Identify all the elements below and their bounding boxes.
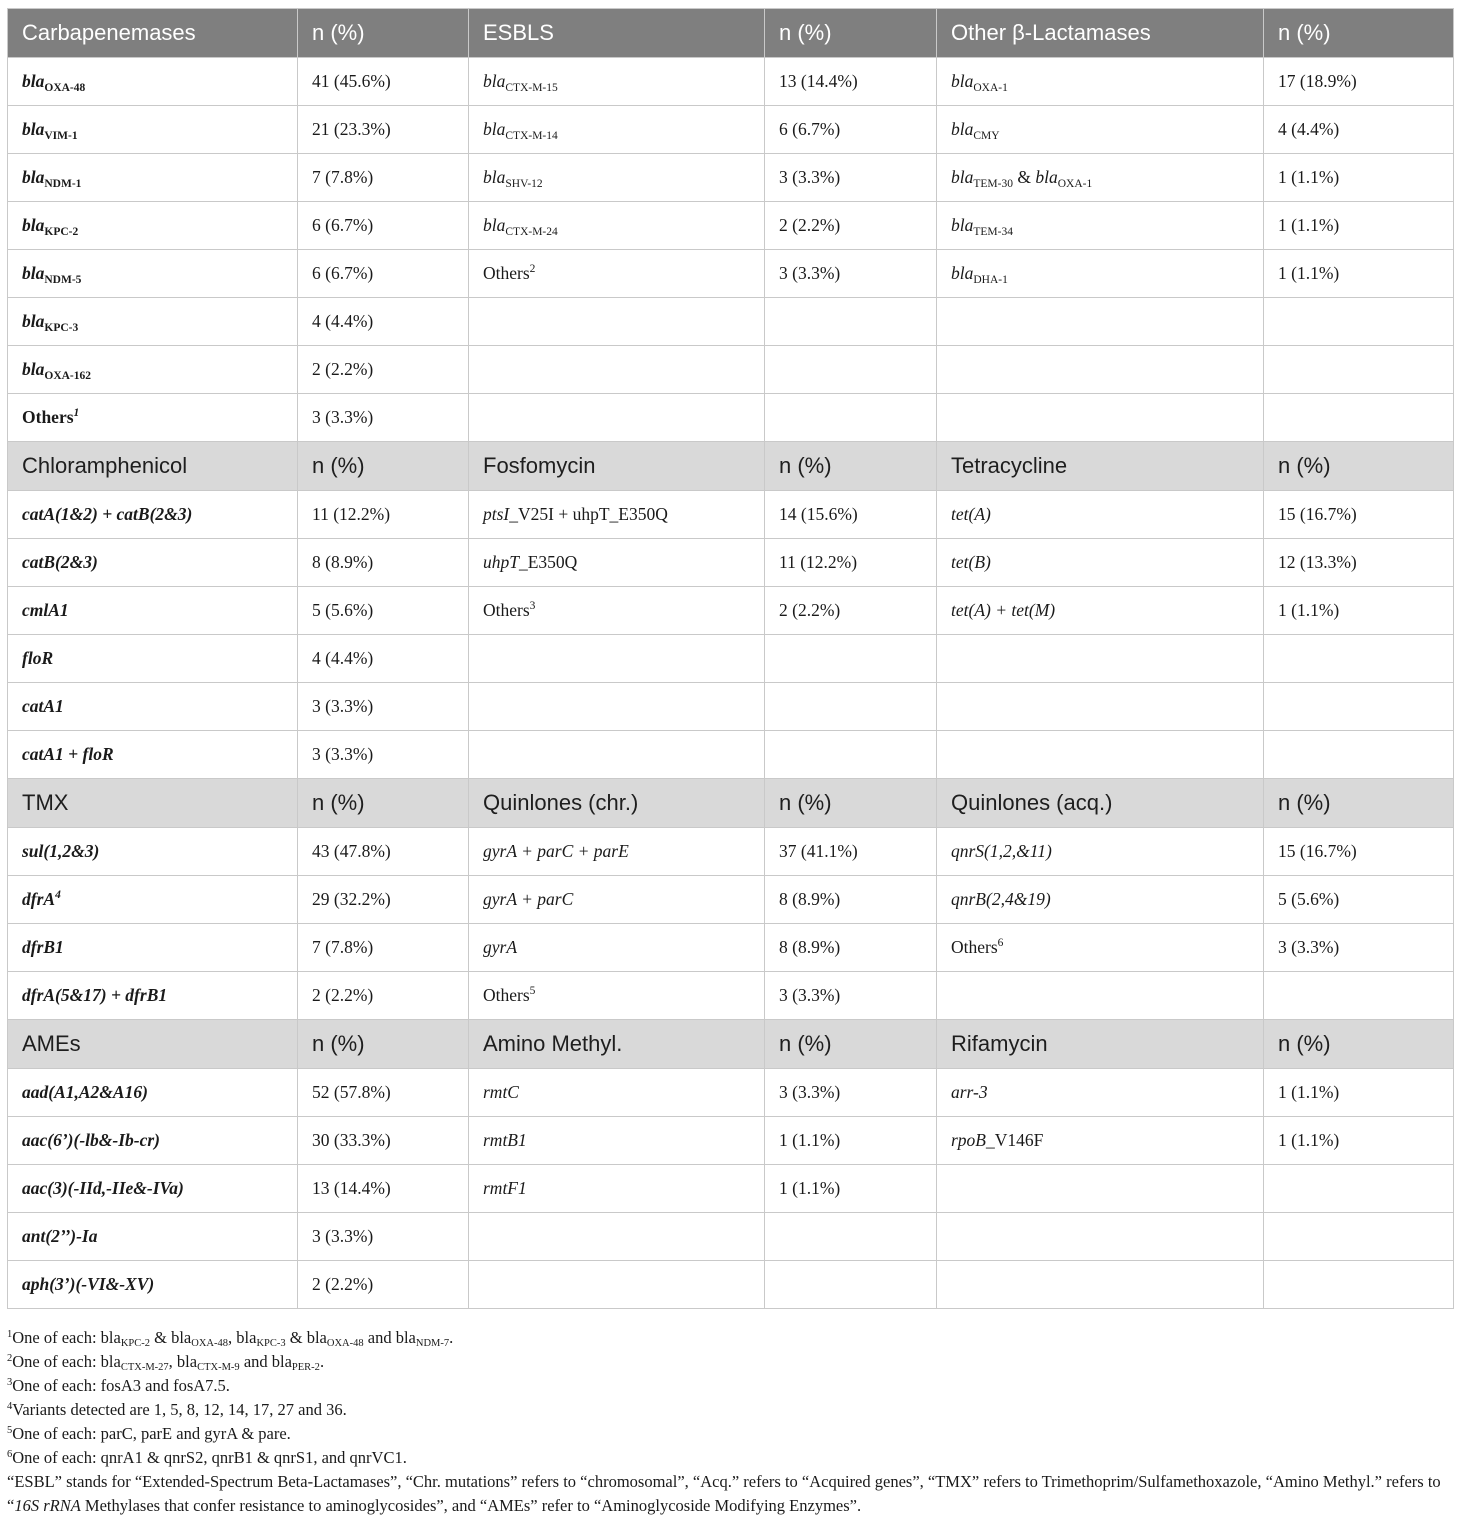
gene-cell: qnrB(2,4&19) (937, 876, 1264, 924)
footnote: $^4$Variants detected are 1, 5, 8, 12, 14, 17, 27 and 36. (7, 1400, 347, 1419)
count-cell (1264, 1261, 1454, 1309)
table-row (8, 154, 1454, 202)
gene-cell: catB(2&3) (8, 539, 298, 587)
gene-cell (937, 298, 1264, 346)
gene-cell (469, 394, 765, 442)
column-header: n (%) (1264, 442, 1454, 491)
gene-cell (469, 635, 765, 683)
count-cell (765, 346, 937, 394)
count-cell (1264, 683, 1454, 731)
gene-cell: bla$_{OXA-162}$ (8, 346, 298, 394)
count-cell: 12 (13.3%) (1264, 539, 1454, 587)
count-cell: 1 (1.1%) (765, 1117, 937, 1165)
count-cell: 4 (4.4%) (1264, 106, 1454, 154)
column-header: Rifamycin (937, 1020, 1264, 1069)
count-cell: 1 (1.1%) (1264, 1117, 1454, 1165)
column-header: Quinlones (acq.) (937, 779, 1264, 828)
count-cell: 6 (6.7%) (298, 202, 469, 250)
gene-cell: tet(A) + tet(M) (937, 587, 1264, 635)
table-row (8, 346, 1454, 394)
count-cell (1264, 1213, 1454, 1261)
column-header: n (%) (298, 9, 469, 58)
count-cell (765, 635, 937, 683)
gene-cell: gyrA (469, 924, 765, 972)
count-cell: 14 (15.6%) (765, 491, 937, 539)
count-cell: 5 (5.6%) (298, 587, 469, 635)
table-footnotes (7, 1326, 1453, 1518)
gene-cell: bla$_{CTX-M-14}$ (469, 106, 765, 154)
gene-cell: bla$_{NDM-5}$ (8, 250, 298, 298)
count-cell: 2 (2.2%) (298, 972, 469, 1020)
column-header: n (%) (298, 442, 469, 491)
column-header: Amino Methyl. (469, 1020, 765, 1069)
gene-cell: arr-3 (937, 1069, 1264, 1117)
count-cell: 43 (47.8%) (298, 828, 469, 876)
count-cell (765, 683, 937, 731)
gene-cell (469, 1261, 765, 1309)
gene-cell (469, 731, 765, 779)
gene-cell: Others$^5$ (469, 972, 765, 1020)
footnote: $^2$One of each: bla$_{CTX-M-27}$, bla$_{CTX-M-9}$ and bla$_{PER-2}$. (7, 1352, 325, 1373)
count-cell: 1 (1.1%) (1264, 202, 1454, 250)
count-cell (765, 394, 937, 442)
count-cell: 17 (18.9%) (1264, 58, 1454, 106)
count-cell: 13 (14.4%) (765, 58, 937, 106)
gene-cell: bla$_{NDM-1}$ (8, 154, 298, 202)
gene-cell: rpoB_V146F (937, 1117, 1264, 1165)
gene-cell: dfrB1 (8, 924, 298, 972)
count-cell (1264, 731, 1454, 779)
count-cell (765, 298, 937, 346)
count-cell: 8 (8.9%) (765, 876, 937, 924)
table-row (8, 972, 1454, 1020)
table-row (8, 876, 1454, 924)
column-header: Carbapenemases (8, 9, 298, 58)
column-header: Tetracycline (937, 442, 1264, 491)
count-cell: 1 (1.1%) (765, 1165, 937, 1213)
gene-cell (469, 346, 765, 394)
column-header: ESBLS (469, 9, 765, 58)
count-cell (1264, 394, 1454, 442)
count-cell: 4 (4.4%) (298, 635, 469, 683)
column-header: n (%) (298, 1020, 469, 1069)
gene-cell: bla$_{TEM-34}$ (937, 202, 1264, 250)
gene-cell: sul(1,2&3) (8, 828, 298, 876)
gene-cell: ptsI_V25I + uhpT_E350Q (469, 491, 765, 539)
gene-cell (469, 1213, 765, 1261)
footnote: $^3$One of each: fosA3 and fosA7.5. (7, 1376, 230, 1395)
gene-cell: bla$_{OXA-1}$ (937, 58, 1264, 106)
gene-cell: dfrA(5&17) + dfrB1 (8, 972, 298, 1020)
count-cell: 3 (3.3%) (298, 731, 469, 779)
footnote: $^6$One of each: qnrA1 & qnrS2, qnrB1 & qnrS1, and qnrVC1. (7, 1448, 407, 1467)
gene-cell: tet(B) (937, 539, 1264, 587)
table-row (8, 828, 1454, 876)
count-cell: 7 (7.8%) (298, 154, 469, 202)
count-cell: 15 (16.7%) (1264, 491, 1454, 539)
column-header: n (%) (1264, 9, 1454, 58)
column-header: Quinlones (chr.) (469, 779, 765, 828)
gene-cell (937, 346, 1264, 394)
gene-cell: catA1 + floR (8, 731, 298, 779)
count-cell: 3 (3.3%) (765, 972, 937, 1020)
count-cell: 6 (6.7%) (298, 250, 469, 298)
gene-cell: Others$^2$ (469, 250, 765, 298)
column-header: n (%) (765, 9, 937, 58)
gene-cell: dfrA$^4$ (8, 876, 298, 924)
count-cell: 1 (1.1%) (1264, 250, 1454, 298)
count-cell: 7 (7.8%) (298, 924, 469, 972)
count-cell: 1 (1.1%) (1264, 1069, 1454, 1117)
count-cell: 2 (2.2%) (765, 202, 937, 250)
gene-cell: Others$^3$ (469, 587, 765, 635)
gene-cell (937, 731, 1264, 779)
table-row (8, 924, 1454, 972)
count-cell: 11 (12.2%) (765, 539, 937, 587)
count-cell: 3 (3.3%) (765, 250, 937, 298)
gene-cell: gyrA + parC + parE (469, 828, 765, 876)
gene-cell (937, 635, 1264, 683)
count-cell: 15 (16.7%) (1264, 828, 1454, 876)
table-row (8, 635, 1454, 683)
gene-cell: Others$^6$ (937, 924, 1264, 972)
gene-cell: cmlA1 (8, 587, 298, 635)
gene-cell: rmtC (469, 1069, 765, 1117)
section-header-row (8, 1020, 1454, 1069)
count-cell (765, 731, 937, 779)
gene-cell: aph(3’)(-VI&-XV) (8, 1261, 298, 1309)
gene-cell (937, 1261, 1264, 1309)
column-header: Fosfomycin (469, 442, 765, 491)
gene-cell: bla$_{KPC-2}$ (8, 202, 298, 250)
table-row (8, 1069, 1454, 1117)
count-cell (1264, 298, 1454, 346)
gene-cell: aac(3)(-IId,-IIe&-IVa) (8, 1165, 298, 1213)
count-cell: 1 (1.1%) (1264, 154, 1454, 202)
gene-cell: floR (8, 635, 298, 683)
count-cell (1264, 635, 1454, 683)
table-row (8, 250, 1454, 298)
gene-cell: bla$_{CTX-M-24}$ (469, 202, 765, 250)
column-header: Chloramphenicol (8, 442, 298, 491)
column-header: n (%) (1264, 1020, 1454, 1069)
resistance-genes-table (7, 8, 1454, 1309)
count-cell: 3 (3.3%) (1264, 924, 1454, 972)
count-cell (765, 1261, 937, 1309)
footnote: $^5$One of each: parC, parE and gyrA & pare. (7, 1424, 291, 1443)
count-cell: 8 (8.9%) (298, 539, 469, 587)
count-cell: 2 (2.2%) (298, 1261, 469, 1309)
table-row (8, 1213, 1454, 1261)
table-row (8, 394, 1454, 442)
gene-cell: rmtB1 (469, 1117, 765, 1165)
gene-cell: catA(1&2) + catB(2&3) (8, 491, 298, 539)
gene-cell: qnrS(1,2,&11) (937, 828, 1264, 876)
column-header: n (%) (1264, 779, 1454, 828)
gene-cell (937, 1165, 1264, 1213)
gene-cell: bla$_{OXA-48}$ (8, 58, 298, 106)
count-cell: 41 (45.6%) (298, 58, 469, 106)
gene-cell (469, 298, 765, 346)
count-cell: 2 (2.2%) (298, 346, 469, 394)
count-cell (1264, 346, 1454, 394)
count-cell: 2 (2.2%) (765, 587, 937, 635)
table-row (8, 731, 1454, 779)
gene-cell: catA1 (8, 683, 298, 731)
gene-cell: bla$_{VIM-1}$ (8, 106, 298, 154)
gene-cell (937, 394, 1264, 442)
column-header: n (%) (765, 1020, 937, 1069)
table-row (8, 587, 1454, 635)
gene-cell: bla$_{TEM-30}$ & bla$_{OXA-1}$ (937, 154, 1264, 202)
gene-cell (937, 683, 1264, 731)
table-row (8, 1261, 1454, 1309)
gene-cell (937, 1213, 1264, 1261)
table-row (8, 202, 1454, 250)
table-row (8, 58, 1454, 106)
count-cell: 3 (3.3%) (765, 154, 937, 202)
count-cell: 29 (32.2%) (298, 876, 469, 924)
count-cell (1264, 972, 1454, 1020)
gene-cell: bla$_{SHV-12}$ (469, 154, 765, 202)
section-header-row (8, 779, 1454, 828)
table-row (8, 491, 1454, 539)
gene-cell: uhpT_E350Q (469, 539, 765, 587)
count-cell: 8 (8.9%) (765, 924, 937, 972)
column-header: Other β-Lactamases (937, 9, 1264, 58)
count-cell (1264, 1165, 1454, 1213)
count-cell: 3 (3.3%) (298, 1213, 469, 1261)
table-row (8, 298, 1454, 346)
gene-cell: bla$_{DHA-1}$ (937, 250, 1264, 298)
table-row (8, 683, 1454, 731)
count-cell: 4 (4.4%) (298, 298, 469, 346)
count-cell: 52 (57.8%) (298, 1069, 469, 1117)
footnote: $^1$One of each: bla$_{KPC-2}$ & bla$_{OXA-48}$, bla$_{KPC-3}$ & bla$_{OXA-48}$ and bla$_{NDM-7}$. (7, 1328, 454, 1349)
gene-cell: aac(6’)(-lb&-Ib-cr) (8, 1117, 298, 1165)
column-header: n (%) (298, 779, 469, 828)
table-row (8, 1117, 1454, 1165)
count-cell: 3 (3.3%) (298, 683, 469, 731)
gene-cell: bla$_{CTX-M-15}$ (469, 58, 765, 106)
count-cell: 11 (12.2%) (298, 491, 469, 539)
section-header-row (8, 442, 1454, 491)
count-cell: 1 (1.1%) (1264, 587, 1454, 635)
section-header-row (8, 9, 1454, 58)
table-row (8, 1165, 1454, 1213)
gene-cell: ant(2’’)-Ia (8, 1213, 298, 1261)
gene-cell: rmtF1 (469, 1165, 765, 1213)
column-header: TMX (8, 779, 298, 828)
gene-cell: bla$_{KPC-3}$ (8, 298, 298, 346)
column-header: n (%) (765, 442, 937, 491)
gene-cell: aad(A1,A2&A16) (8, 1069, 298, 1117)
gene-cell: tet(A) (937, 491, 1264, 539)
count-cell: 3 (3.3%) (298, 394, 469, 442)
table-row (8, 106, 1454, 154)
gene-cell (937, 972, 1264, 1020)
table-row (8, 539, 1454, 587)
count-cell (765, 1213, 937, 1261)
count-cell: 13 (14.4%) (298, 1165, 469, 1213)
count-cell: 3 (3.3%) (765, 1069, 937, 1117)
count-cell: 30 (33.3%) (298, 1117, 469, 1165)
gene-cell (469, 683, 765, 731)
gene-cell: Others$^1$ (8, 394, 298, 442)
count-cell: 37 (41.1%) (765, 828, 937, 876)
column-header: AMEs (8, 1020, 298, 1069)
gene-cell: bla$_{CMY}$ (937, 106, 1264, 154)
abbreviation-definitions: “ESBL” stands for “Extended-Spectrum Beta-Lactamases”, “Chr. mutations” refers to “chromosomal”, “Acq.” refers to “Acquired genes”, “TMX” refers to Trimethoprim/Sulfamethoxazole, “Amino Methyl.” refers to “16S rRNA Methylases that confer resistance to aminoglycosides”, and “AMEs” refer to “Aminoglycoside Modifying Enzymes”. (7, 1472, 1441, 1515)
column-header: n (%) (765, 779, 937, 828)
count-cell: 21 (23.3%) (298, 106, 469, 154)
count-cell: 6 (6.7%) (765, 106, 937, 154)
gene-cell: gyrA + parC (469, 876, 765, 924)
count-cell: 5 (5.6%) (1264, 876, 1454, 924)
